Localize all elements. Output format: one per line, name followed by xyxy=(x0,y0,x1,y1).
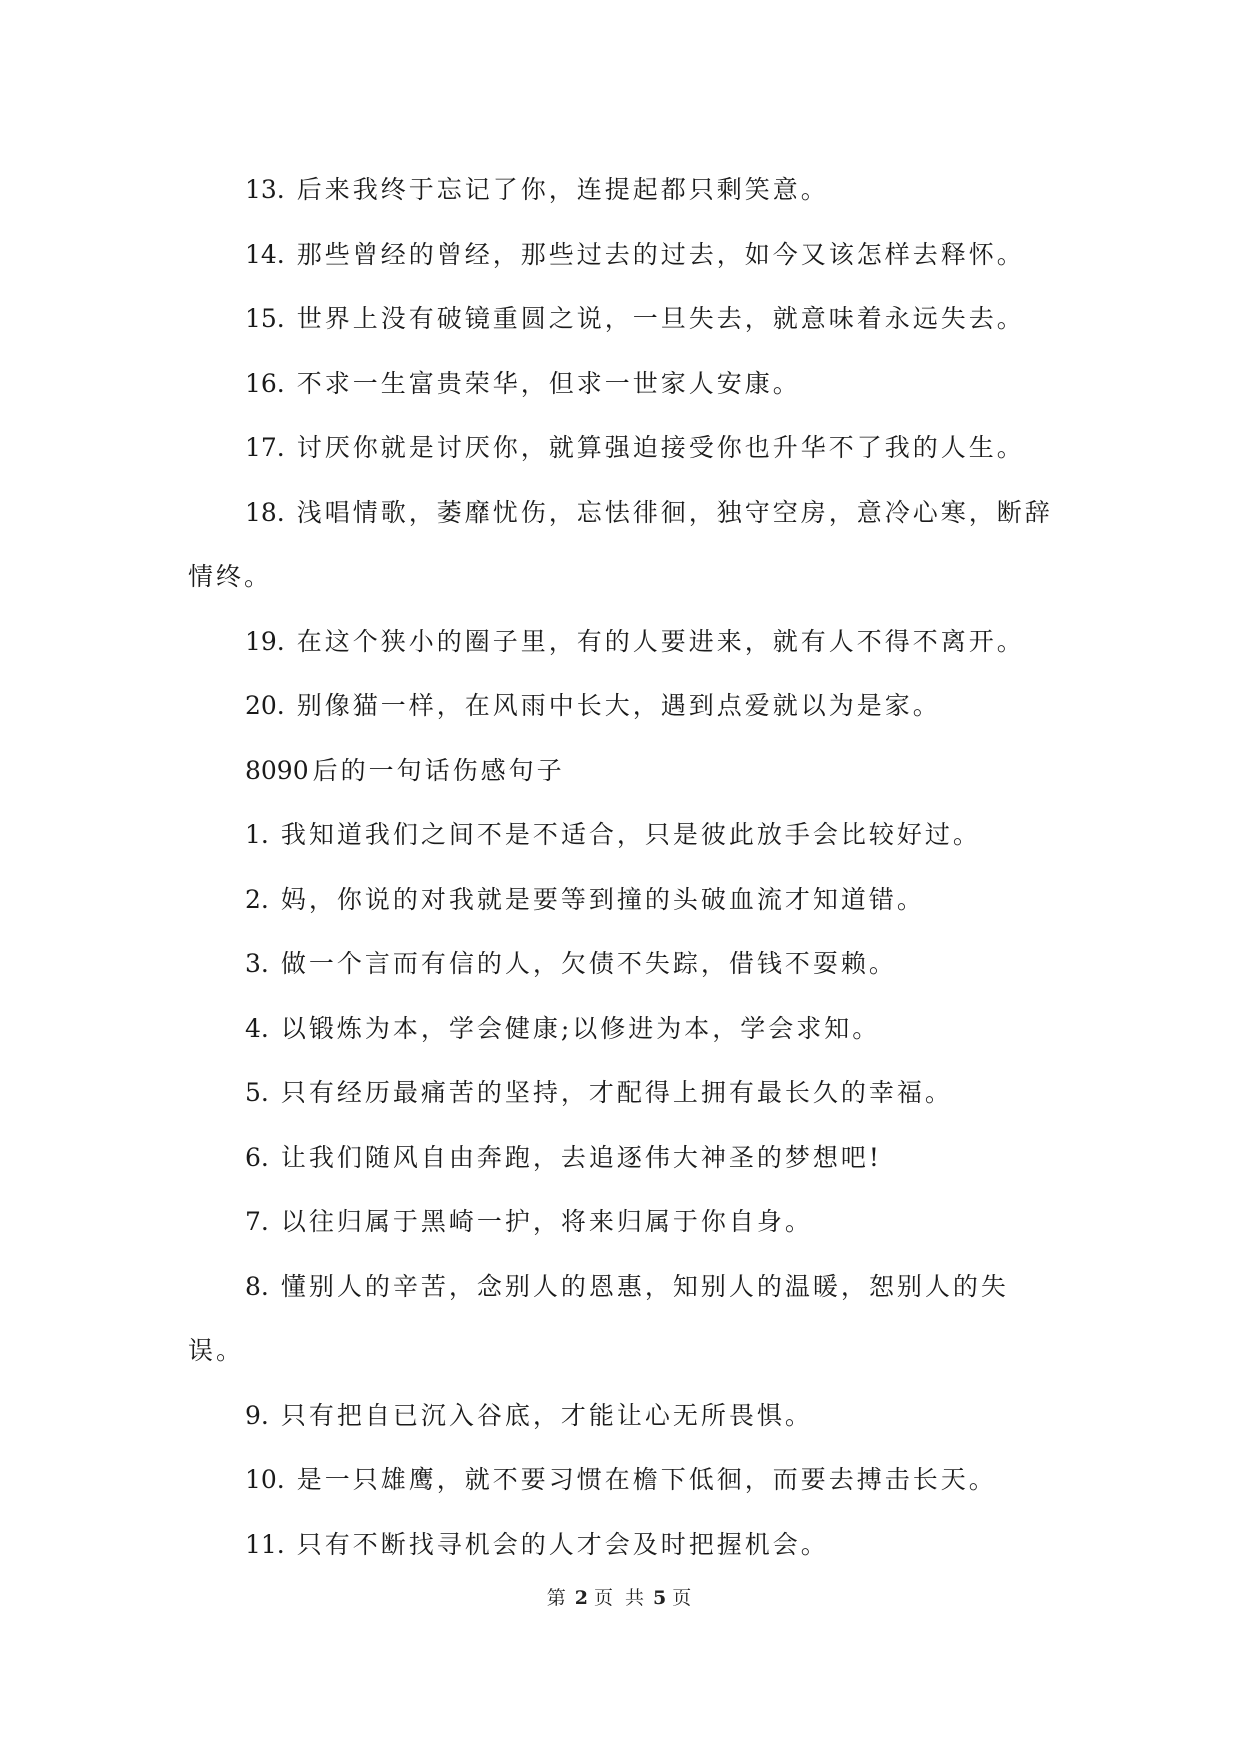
item-text: 讨厌你就是讨厌你，就算强迫接受你也升华不了我的人生。 xyxy=(296,433,1025,462)
list-item xyxy=(188,481,1058,610)
item-number: 5. xyxy=(245,1078,269,1107)
list-item xyxy=(188,1061,1058,1126)
item-number: 18. xyxy=(245,497,285,527)
list-item xyxy=(188,803,1058,868)
item-number: 9. xyxy=(245,1400,269,1430)
list-item xyxy=(188,223,1058,288)
item-text: 浅唱情歌，萎靡忧伤，忘怯徘徊，独守空房，意冷心寒，断辞情终。 xyxy=(188,497,1053,591)
item-number: 17. xyxy=(245,433,285,462)
item-number: 16. xyxy=(245,368,285,398)
list-item xyxy=(188,610,1058,675)
item-text: 别像猫一样，在风雨中长大，遇到点爱就以为是家。 xyxy=(296,691,941,720)
list-item xyxy=(188,352,1058,417)
section-heading xyxy=(188,739,1058,804)
list-item xyxy=(188,1255,1058,1384)
list-item xyxy=(188,158,1058,223)
footer-total-pages: 5 xyxy=(653,1587,667,1609)
item-number: 3. xyxy=(245,949,269,978)
section-heading-lead: 8090 xyxy=(245,755,309,785)
list-item xyxy=(188,674,1058,739)
item-number: 1. xyxy=(245,820,269,849)
list-item xyxy=(188,287,1058,352)
footer-prefix: 第 xyxy=(546,1587,569,1609)
list-item xyxy=(188,416,1058,481)
list-item xyxy=(188,1126,1058,1191)
item-text: 那些曾经的曾经，那些过去的过去，如今又该怎样去释怀。 xyxy=(296,239,1025,269)
item-text: 妈，你说的对我就是要等到撞的头破血流才知道错。 xyxy=(280,884,925,914)
item-text: 以锻炼为本，学会健康;以修进为本，学会求知。 xyxy=(280,1013,881,1043)
document-body xyxy=(188,158,1058,1577)
list-item xyxy=(188,1190,1058,1255)
item-number: 11. xyxy=(245,1529,285,1559)
footer-middle: 页 共 xyxy=(593,1587,648,1609)
item-text: 我知道我们之间不是不适合，只是彼此放手会比较好过。 xyxy=(280,820,981,849)
item-number: 19. xyxy=(245,626,285,656)
item-text: 做一个言而有信的人，欠债不失踪，借钱不耍赖。 xyxy=(280,949,897,978)
item-number: 20. xyxy=(245,691,285,720)
item-number: 7. xyxy=(245,1207,269,1236)
list-item xyxy=(188,997,1058,1062)
item-text: 只有经历最痛苦的坚持，才配得上拥有最长久的幸福。 xyxy=(280,1078,953,1107)
list-item xyxy=(188,868,1058,933)
item-number: 10. xyxy=(245,1465,285,1494)
page-footer xyxy=(0,1586,1241,1610)
footer-suffix: 页 xyxy=(672,1587,695,1609)
item-number: 6. xyxy=(245,1142,269,1172)
item-text: 让我们随风自由奔跑，去追逐伟大神圣的梦想吧! xyxy=(280,1142,882,1172)
item-text: 懂别人的辛苦，念别人的恩惠，知别人的温暖，恕别人的失误。 xyxy=(188,1271,1009,1365)
item-text: 不求一生富贵荣华，但求一世家人安康。 xyxy=(296,368,801,398)
item-text: 世界上没有破镜重圆之说，一旦失去，就意味着永远失去。 xyxy=(296,304,1025,333)
item-number: 2. xyxy=(245,884,269,914)
section-heading-text: 后的一句话伤感句子 xyxy=(312,755,565,785)
item-number: 4. xyxy=(245,1013,269,1043)
item-text: 只有把自已沉入谷底，才能让心无所畏惧。 xyxy=(280,1400,813,1430)
item-number: 8. xyxy=(245,1271,269,1301)
item-number: 15. xyxy=(245,304,285,333)
list-item xyxy=(188,1448,1058,1513)
item-text: 后来我终于忘记了你，连提起都只剩笑意。 xyxy=(296,175,829,204)
list-item xyxy=(188,1384,1058,1449)
item-text: 以往归属于黑崎一护，将来归属于你自身。 xyxy=(280,1207,813,1236)
footer-page-number: 2 xyxy=(574,1587,588,1609)
item-number: 13. xyxy=(245,175,285,204)
list-item xyxy=(188,1513,1058,1578)
item-text: 在这个狭小的圈子里，有的人要进来，就有人不得不离开。 xyxy=(296,626,1025,656)
item-text: 是一只雄鹰，就不要习惯在檐下低徊，而要去搏击长天。 xyxy=(296,1465,997,1494)
list-item xyxy=(188,932,1058,997)
item-number: 14. xyxy=(245,239,285,269)
item-text: 只有不断找寻机会的人才会及时把握机会。 xyxy=(296,1529,829,1559)
